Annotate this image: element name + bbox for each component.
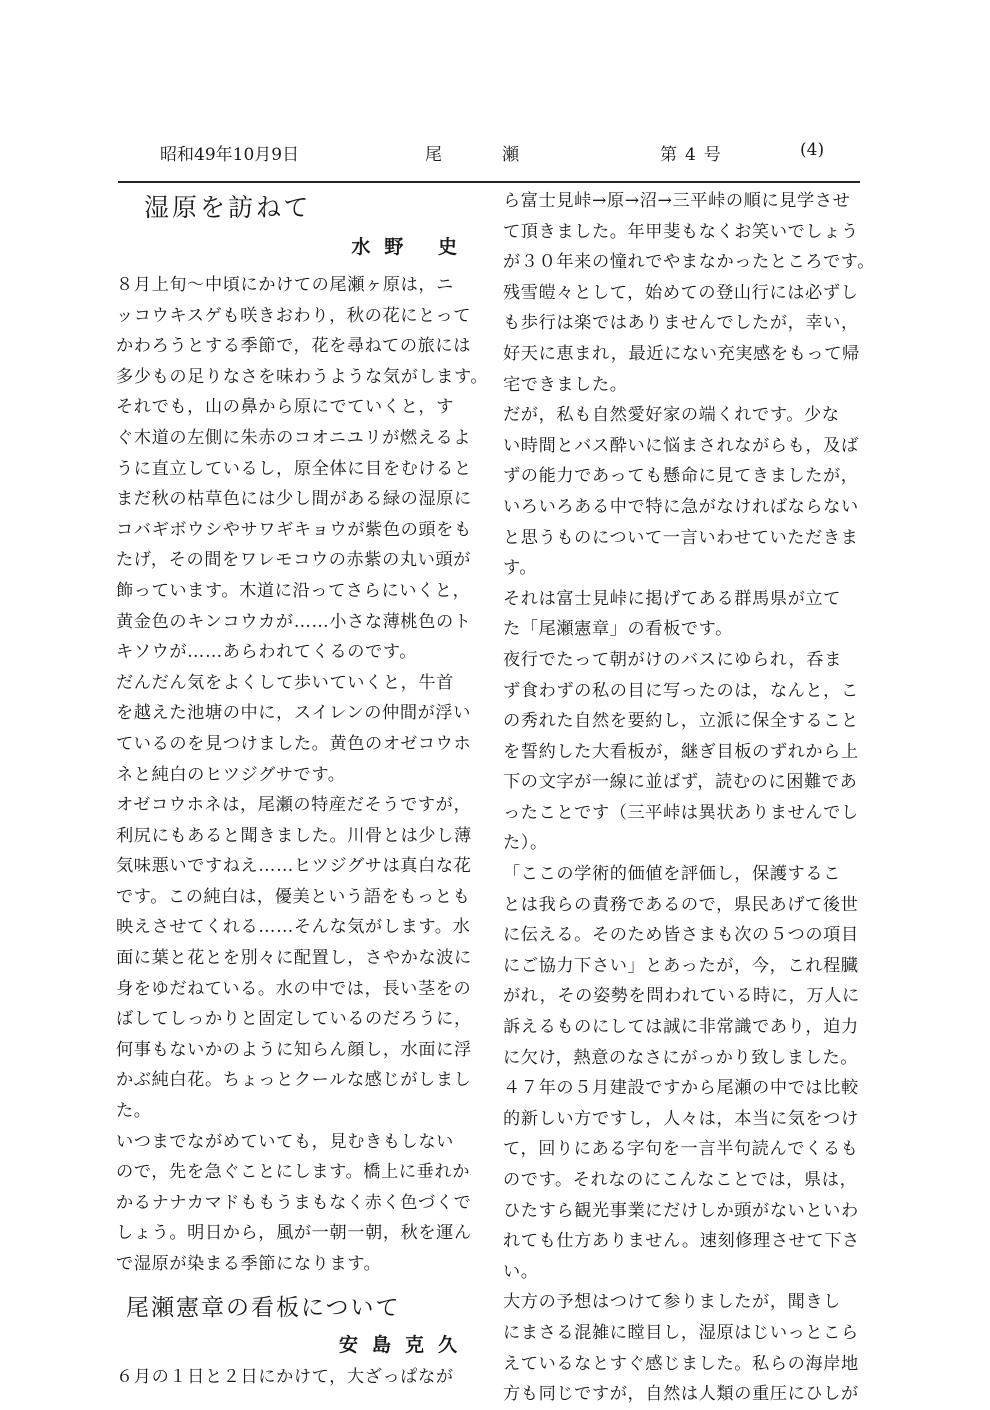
text-line: ４７年の５月建設ですから尾瀬の中では比較: [503, 1078, 859, 1099]
text-line: にご協力下さい」とあったが，今，これ程臓: [503, 955, 859, 976]
text-line: だが，私も自然愛好家の端くれです。少な: [503, 405, 840, 426]
text-line: て頂きました。年甲斐もなくお笑いでしょう: [503, 221, 859, 242]
text-line: を誓約した大看板が，継ぎ目板のずれから上: [503, 741, 859, 762]
text-line: たげ，その間をワレモコウの赤紫の丸い頭が: [116, 550, 472, 571]
text-line: それでも，山の鼻から原にでていくと，す: [116, 397, 454, 418]
text-line: かわろうとする季節で，花を尋ねての旅には: [116, 336, 471, 357]
text-line: 「ここの学術的価値を評価し，保護するこ: [503, 864, 841, 885]
text-line: かるナナカマドももうまもなく赤く色づくで: [116, 1192, 472, 1213]
text-line: た）。: [503, 833, 548, 854]
text-line: ッコウキスゲも咲きおわり，秋の花にとって: [116, 305, 472, 326]
left-column: [116, 186, 489, 1392]
article1-body: [116, 270, 489, 1280]
text-line: た「尾瀬憲章」の看板です。: [503, 619, 733, 640]
text-line: と思うものについて一言いわせていただきま: [503, 527, 859, 548]
text-line: ったことです（三平峠は異状ありませんでし: [503, 802, 859, 823]
text-line: が３０年来の憧れでやまなかったところです。: [503, 252, 875, 273]
text-line: とは我らの責務であるので，県民あげて後世: [503, 894, 859, 915]
text-line: いつまでながめていても，見むきもしない: [116, 1131, 454, 1152]
text-line: にまさる混雑に瞠目し，湿原はじいっとこら: [503, 1322, 859, 1343]
text-line: ぐ木道の左側に朱赤のコオニユリが燃えるよ: [116, 427, 472, 448]
text-line: 面に葉と花とを別々に配置し，さやかな波に: [116, 948, 472, 969]
text-line: 映えさせてくれる……そんな気がします。水: [116, 917, 471, 938]
article2-body-left: [116, 1362, 481, 1393]
article2-body-right: [503, 186, 875, 1410]
text-line: 好天に恵まれ，最近にない充実感をもって帰: [503, 343, 860, 364]
text-line: キソウが……あらわれてくるのです。: [116, 642, 418, 663]
text-line: に欠け，熱意のなさにがっかり致しました。: [503, 1047, 859, 1068]
text-line: ら富士見峠→原→沼→三平峠の順に見学させ: [503, 191, 851, 211]
text-line: で湿原が染まる季節になります。: [116, 1254, 382, 1274]
text-line: 訴えるものにしては誠に非常識であり，迫力: [503, 1017, 859, 1038]
text-line: うに直立しているし，原全体に目をむけると: [116, 458, 472, 479]
text-line: て，回りにある字句を一言半句読んでくるも: [503, 1139, 859, 1160]
text-line: 宅できました。: [503, 374, 628, 395]
text-line: ので，先を急ぐことにします。橋上に垂れか: [116, 1162, 471, 1183]
article2-author: 安島克久: [338, 1333, 471, 1356]
text-line: えているなとすぐ感じました。私らの海岸地: [503, 1353, 859, 1374]
page-number: (4): [800, 140, 825, 160]
text-line: だんだん気をよくして歩いていくと，牛首: [116, 672, 454, 693]
text-line: ６月の１日と２日にかけて，大ざっぱなが: [116, 1366, 454, 1387]
article1-author: 水野 史: [351, 236, 471, 258]
text-line: い。: [503, 1261, 539, 1282]
text-line: です。この純白は，優美という語をもっとも: [116, 886, 471, 907]
article1-title: 湿原を訪ねて: [144, 193, 312, 222]
text-line: す。: [503, 558, 538, 579]
issue-number: 第4号: [660, 145, 729, 165]
text-line: ず食わずの私の目に写ったのは，なんと，こ: [503, 680, 859, 701]
text-line: ばしてしっかりと固定しているのだろうに，: [116, 1009, 472, 1030]
text-line: かぶ純白花。ちょっとクールな感じがしまし: [116, 1070, 472, 1091]
text-line: ひたすら観光事業にだけしか頭がないといわ: [503, 1200, 859, 1221]
article2-title: 尾瀬憲章の看板について: [126, 1294, 401, 1321]
text-line: 気味悪いですねえ……ヒツジグサは真白な花: [116, 856, 472, 877]
text-line: 的新しい方ですし，人々は，本当に気をつけ: [503, 1108, 859, 1129]
newsletter-title: 尾瀬: [425, 145, 579, 165]
text-line: も歩行は楽ではありませんでしたが，幸い，: [503, 313, 859, 334]
header-rule: [118, 181, 860, 183]
text-line: い時間とバス酔いに悩まされながらも，及ば: [503, 435, 859, 456]
text-line: オゼコウホネは，尾瀬の特産だそうですが，: [116, 795, 472, 816]
text-line: 利尻にもあると聞きました。川骨とは少し薄: [116, 825, 472, 846]
text-line: 多少もの足りなさを味わうような気がします。: [116, 366, 489, 387]
text-line: ８月上旬〜中頃にかけての尾瀬ヶ原は，ニ: [116, 275, 454, 295]
text-line: 残雪皚々として，始めての登山行には必ずし: [503, 282, 859, 303]
text-line: の秀れた自然を要約し，立派に保全すること: [503, 711, 859, 732]
right-column: [503, 186, 875, 1410]
text-line: を越えた池塘の中に，スイレンの仲間が浮い: [116, 703, 471, 724]
text-line: れても仕方ありません。速刻修理させて下さ: [503, 1231, 860, 1252]
text-line: まだ秋の枯草色には少し間がある緑の湿原に: [116, 489, 472, 510]
text-line: がれ，その姿勢を問われている時に，万人に: [503, 986, 860, 1007]
text-line: それは富士見峠に掲げてある群馬県が立て: [503, 588, 841, 609]
issue-date: 昭和49年10月9日: [160, 145, 300, 165]
text-line: 下の文字が一線に並ばず，読むのに困難であ: [503, 772, 858, 793]
text-line: 何事もないかのように知らん顔し，水面に浮: [116, 1039, 472, 1060]
text-line: た。: [116, 1101, 152, 1122]
text-line: 夜行でたって朝がけのバスにゆられ，呑ま: [503, 649, 842, 670]
text-line: のです。それなのにこんなことでは，県は，: [503, 1170, 858, 1190]
text-line: コバギボウシやサワギキョウが紫色の頭をも: [116, 519, 472, 540]
text-line: ネと純白のヒツジグサです。: [116, 764, 346, 785]
text-line: に伝える。そのため皆さまも次の５つの項目: [503, 925, 859, 946]
text-line: 身をゆだねている。水の中では，長い茎をの: [116, 978, 472, 999]
text-line: ずの能力であっても懸命に見てきましたが，: [503, 466, 859, 487]
text-line: 飾っています。木道に沿ってさらにいくと，: [116, 580, 471, 601]
page-header: [160, 140, 840, 170]
text-line: 黄金色のキンコウカが……小さな薄桃色のト: [116, 611, 472, 632]
text-line: しょう。明日から，風が一朝一朝，秋を運ん: [116, 1223, 472, 1244]
text-line: 大方の予想はつけて参りましたが，聞きし: [503, 1292, 841, 1313]
text-line: いろいろある中で特に急がなければならない: [503, 496, 859, 517]
text-line: ているのを見つけました。黄色のオゼコウホ: [116, 733, 472, 754]
text-line: 方も同じですが，自然は人類の重圧にひしが: [503, 1384, 859, 1405]
